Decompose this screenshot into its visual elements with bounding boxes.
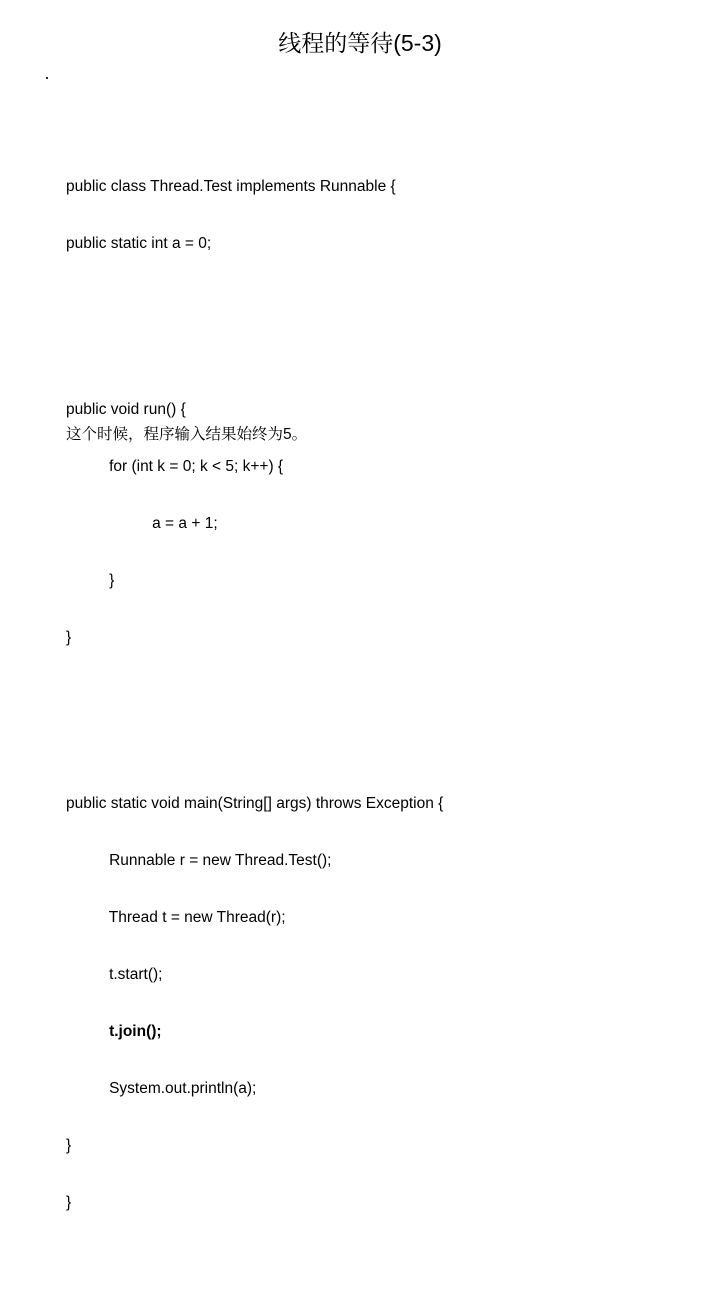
bullet-marker-icon: · [44, 67, 50, 87]
code-line-highlighted: t.join(); [66, 1023, 162, 1040]
code-line: } [66, 572, 115, 589]
code-block [66, 756, 666, 1250]
code-line: a = a + 1; [66, 515, 218, 532]
code-line: public static int a = 0; [66, 235, 212, 252]
code-line: Runnable r = new Thread.Test(); [66, 852, 332, 869]
code-line: } [66, 1194, 72, 1211]
code-block [66, 362, 666, 685]
code-line: System.out.println(a); [66, 1080, 257, 1097]
code-line: } [66, 1137, 72, 1154]
code-block [66, 139, 666, 291]
code-line: public void run() { [66, 401, 186, 418]
code-line: for (int k = 0; k < 5; k++) { [66, 458, 284, 475]
code-line: t.start(); [66, 966, 163, 983]
page-title: 线程的等待(5-3) [278, 30, 442, 56]
code-listing [66, 82, 666, 1307]
code-line: public static void main(String[] args) throws Exception { [66, 795, 444, 812]
footnote-text: 这个时候，程序输入结果始终为5。 [66, 426, 308, 443]
code-line: public class Thread.Test implements Runnable { [66, 178, 396, 195]
code-line: } [66, 629, 72, 646]
code-line: Thread t = new Thread(r); [66, 909, 286, 926]
